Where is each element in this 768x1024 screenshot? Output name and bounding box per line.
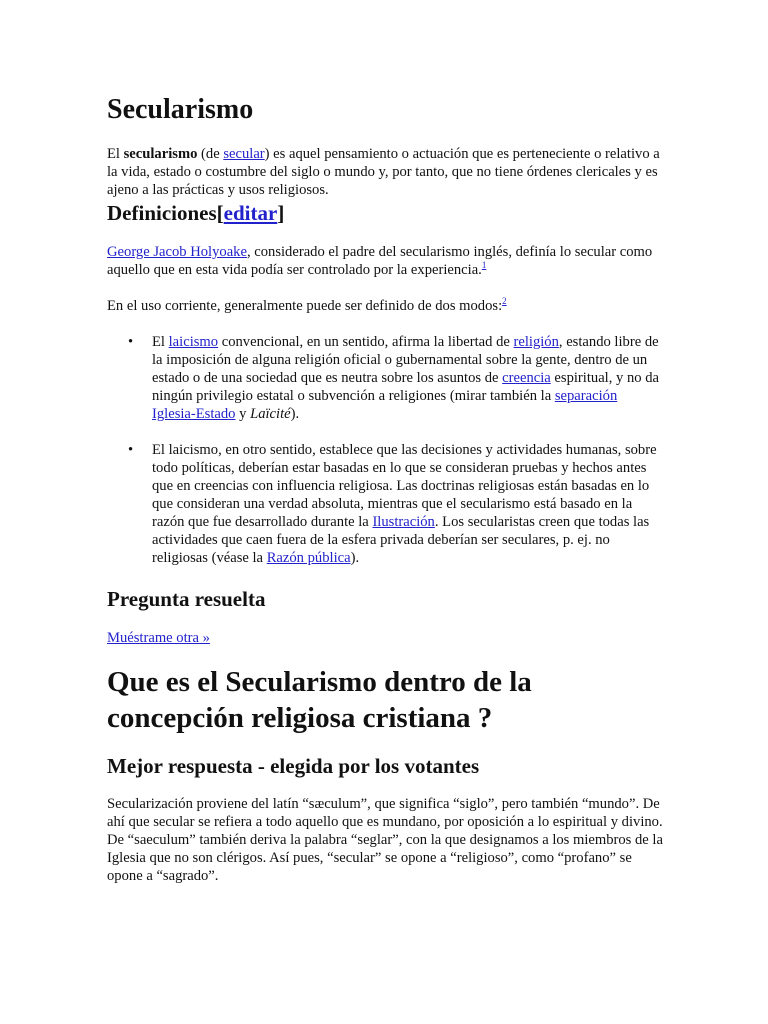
reference-2-link[interactable]: 2	[502, 296, 507, 306]
show-another-link[interactable]: Muéstrame otra »	[107, 630, 210, 646]
definiciones-heading	[107, 199, 663, 227]
laicismo-link[interactable]: laicismo	[168, 334, 219, 350]
ilustracion-link[interactable]: Ilustración	[372, 514, 435, 530]
bullet-glyph: •	[128, 334, 134, 350]
pregunta-heading: Pregunta resuelta	[107, 587, 266, 611]
creencia-link[interactable]: creencia	[502, 370, 551, 386]
intro-text-3: ) es aquel pensamiento o actuación que es perteneciente o relativo a la vida, estado o costumbre del siglo o mundo y, por tanto, que no tiene órdenes clericales y es ajeno a las prácticas y usos religiosos.	[107, 146, 660, 198]
holyoake-paragraph	[107, 243, 663, 279]
razon-publica-link[interactable]: Razón pública	[266, 550, 351, 566]
best-answer-heading: Mejor respuesta - elegida por los votantes	[107, 754, 480, 778]
modes-intro-paragraph	[107, 297, 663, 315]
bullet1-text-1: El	[152, 334, 169, 350]
intro-text-2: (de	[197, 146, 224, 162]
article-content	[107, 90, 663, 885]
question-heading: Que es el Secularismo dentro de la concepción religiosa cristiana ?	[107, 666, 532, 734]
intro-bold-term: secularismo	[123, 146, 198, 162]
edit-bracket-close: ]	[277, 201, 285, 225]
reference-1-link[interactable]: 1	[481, 260, 487, 270]
bullet2-text-2: . Los secularistas creen que todas las actividades que caen fuera de la esfera privada deberían ser seculares, p. ej. no religiosas (véase la	[152, 514, 650, 566]
bullet1-text-2: convencional, en un sentido, afirma la libertad de	[218, 334, 514, 350]
intro-paragraph	[107, 145, 663, 199]
modes-intro-text: En el uso corriente, generalmente puede ser definido de dos modos:	[107, 298, 503, 314]
list-item	[128, 441, 663, 567]
modes-list	[107, 333, 663, 567]
bullet1-text-6: ).	[290, 406, 300, 422]
edit-link[interactable]: editar	[223, 201, 278, 225]
holyoake-text: , considerado el padre del secularismo inglés, definía lo secular como aquello que en esta vida podía ser controlado por la experiencia.	[107, 244, 653, 278]
page-title: Secularismo	[107, 94, 254, 125]
answer-paragraph: Secularización proviene del latín “sæculum”, que significa “siglo”, pero también “mundo”. De ahí que secular se refiera a todo aquello que es mundano, por oposición a lo espiritual y divino. De “saeculum” también deriva la palabra “seglar”, con la que designamos a los miembros de la Iglesia que no son clérigos. Así pues, “secular” se opone a “religioso”, como “profano” se opone a “sagrado”.	[107, 796, 663, 884]
bullet-glyph: •	[128, 442, 134, 458]
edit-bracket-open: [	[216, 201, 224, 225]
bullet1-text-4: espiritual, y no da ningún privilegio estatal o subvención a religiones (mirar también la	[152, 370, 659, 404]
list-item	[128, 333, 663, 423]
religion-link[interactable]: religión	[513, 334, 559, 350]
show-more-paragraph	[107, 629, 663, 647]
holyoake-link[interactable]: George Jacob Holyoake	[107, 244, 247, 260]
bullet1-text-5: y	[235, 406, 251, 422]
secular-link[interactable]: secular	[223, 146, 265, 162]
definiciones-heading-text: Definiciones	[107, 201, 217, 225]
intro-text-1: El	[107, 146, 124, 162]
separacion-iglesia-estado-link[interactable]: separación Iglesia-Estado	[152, 388, 618, 422]
bullet2-text-3: ).	[350, 550, 360, 566]
laicite-italic: Laïcité	[250, 406, 291, 422]
bullet1-text-3: , estando libre de la imposición de alguna religión oficial o gubernamental sobre la gente, dentro de un estado o de una sociedad que es neutra sobre los asuntos de	[152, 334, 659, 386]
bullet2-text-1: El laicismo, en otro sentido, establece que las decisiones y actividades humanas, sobre todo políticas, deberían estar basadas en lo que se consideran pruebas y hechos antes que en creencias con influencia religiosa. Las doctrinas religiosas están basadas en lo que consideran una verdad absoluta, mientras que el secularismo está basado en la razón que fue desarrollado durante la	[152, 442, 657, 530]
